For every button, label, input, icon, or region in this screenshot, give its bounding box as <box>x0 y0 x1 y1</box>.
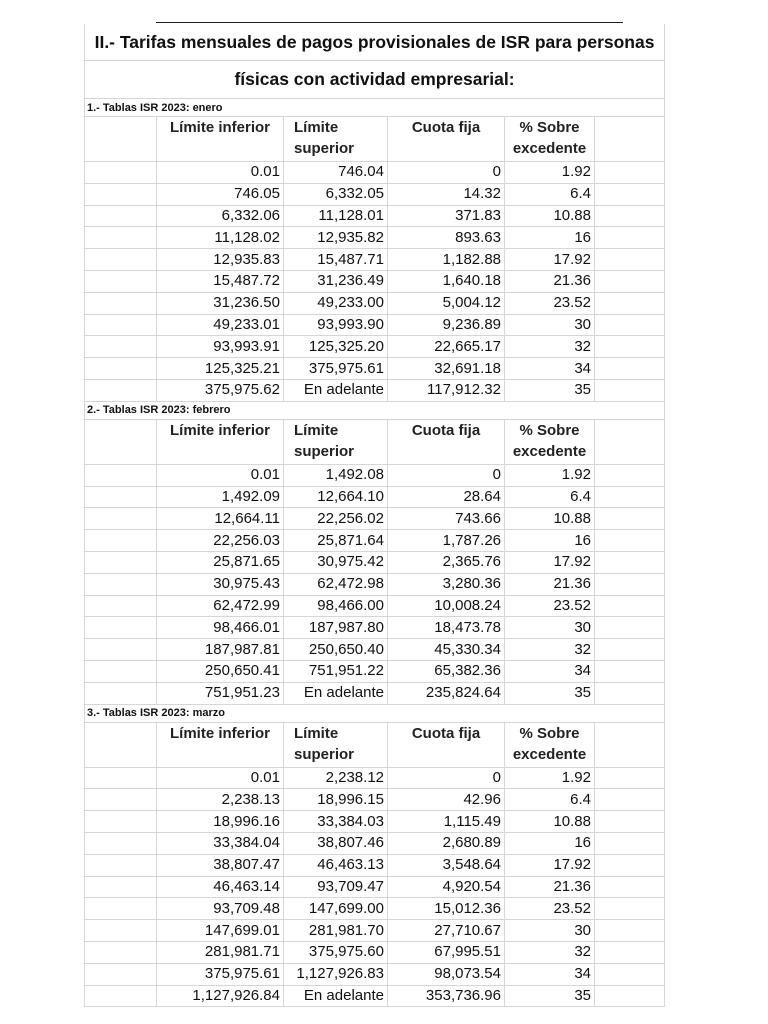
column-header-row <box>85 117 665 162</box>
blank-cell <box>85 811 157 833</box>
blank-cell <box>595 722 665 767</box>
blank-cell <box>595 832 665 854</box>
table-row <box>85 162 665 184</box>
porcentaje-cell: 6.4 <box>505 486 595 508</box>
table-row <box>85 876 665 898</box>
cuota-fija-cell: 3,280.36 <box>388 573 505 595</box>
blank-cell <box>85 682 157 704</box>
limite-superior-cell: En adelante <box>284 985 388 1007</box>
limite-superior-cell: 93,709.47 <box>284 876 388 898</box>
header-limite-superior: Límite superior <box>284 117 388 162</box>
table-row <box>85 898 665 920</box>
limite-inferior-cell: 46,463.14 <box>157 876 284 898</box>
limite-inferior-cell: 187,987.81 <box>157 639 284 661</box>
table-row <box>85 832 665 854</box>
cuota-fija-cell: 10,008.24 <box>388 595 505 617</box>
limite-inferior-cell: 12,664.11 <box>157 508 284 530</box>
blank-cell <box>85 314 157 336</box>
cuota-fija-cell: 67,995.51 <box>388 941 505 963</box>
cuota-fija-cell: 2,365.76 <box>388 551 505 573</box>
table-row <box>85 854 665 876</box>
blank-cell <box>85 876 157 898</box>
porcentaje-cell: 1.92 <box>505 162 595 184</box>
blank-cell <box>595 227 665 249</box>
table-row <box>85 573 665 595</box>
porcentaje-cell: 21.36 <box>505 876 595 898</box>
cuota-fija-cell: 28.64 <box>388 486 505 508</box>
limite-superior-cell: En adelante <box>284 682 388 704</box>
porcentaje-cell: 21.36 <box>505 573 595 595</box>
table-row <box>85 920 665 942</box>
header-limite-superior: Límite superior <box>284 722 388 767</box>
limite-superior-cell: 746.04 <box>284 162 388 184</box>
header-cuota-fija: Cuota fija <box>388 117 505 162</box>
header-cuota-fija: Cuota fija <box>388 419 505 464</box>
cuota-fija-cell: 371.83 <box>388 205 505 227</box>
cuota-fija-cell: 1,787.26 <box>388 530 505 552</box>
limite-superior-cell: 62,472.98 <box>284 573 388 595</box>
blank-cell <box>595 920 665 942</box>
porcentaje-cell: 17.92 <box>505 551 595 573</box>
table-row <box>85 639 665 661</box>
limite-inferior-cell: 0.01 <box>157 162 284 184</box>
table-row <box>85 336 665 358</box>
blank-cell <box>595 464 665 486</box>
porcentaje-cell: 10.88 <box>505 811 595 833</box>
blank-cell <box>85 419 157 464</box>
section-label: 2.- Tablas ISR 2023: febrero <box>85 401 665 419</box>
blank-cell <box>85 162 157 184</box>
porcentaje-cell: 10.88 <box>505 205 595 227</box>
blank-cell <box>85 292 157 314</box>
blank-cell <box>595 292 665 314</box>
cuota-fija-cell: 117,912.32 <box>388 379 505 401</box>
limite-superior-cell: 18,996.15 <box>284 789 388 811</box>
limite-superior-cell: 125,325.20 <box>284 336 388 358</box>
table-row <box>85 811 665 833</box>
header-limite-inferior: Límite inferior <box>157 117 284 162</box>
limite-superior-cell: 31,236.49 <box>284 270 388 292</box>
isr-tariff-table <box>84 24 665 1007</box>
cuota-fija-cell: 0 <box>388 767 505 789</box>
header-limite-superior: Límite superior <box>284 419 388 464</box>
limite-superior-cell: 46,463.13 <box>284 854 388 876</box>
limite-inferior-cell: 93,709.48 <box>157 898 284 920</box>
porcentaje-cell: 34 <box>505 358 595 380</box>
blank-cell <box>595 789 665 811</box>
cuota-fija-cell: 32,691.18 <box>388 358 505 380</box>
blank-cell <box>85 920 157 942</box>
blank-cell <box>595 854 665 876</box>
blank-cell <box>595 682 665 704</box>
limite-inferior-cell: 12,935.83 <box>157 249 284 271</box>
blank-cell <box>595 551 665 573</box>
porcentaje-cell: 21.36 <box>505 270 595 292</box>
blank-cell <box>595 486 665 508</box>
cuota-fija-cell: 18,473.78 <box>388 617 505 639</box>
table-row <box>85 508 665 530</box>
limite-inferior-cell: 49,233.01 <box>157 314 284 336</box>
limite-inferior-cell: 11,128.02 <box>157 227 284 249</box>
section-label: 3.- Tablas ISR 2023: marzo <box>85 704 665 722</box>
header-limite-inferior: Límite inferior <box>157 722 284 767</box>
blank-cell <box>85 898 157 920</box>
porcentaje-cell: 35 <box>505 682 595 704</box>
limite-superior-cell: 1,492.08 <box>284 464 388 486</box>
limite-inferior-cell: 33,384.04 <box>157 832 284 854</box>
limite-superior-cell: 281,981.70 <box>284 920 388 942</box>
limite-inferior-cell: 147,699.01 <box>157 920 284 942</box>
blank-cell <box>85 985 157 1007</box>
blank-cell <box>595 530 665 552</box>
porcentaje-cell: 23.52 <box>505 898 595 920</box>
table-row <box>85 358 665 380</box>
limite-superior-cell: 38,807.46 <box>284 832 388 854</box>
limite-inferior-cell: 6,332.06 <box>157 205 284 227</box>
header-porcentaje: % Sobre excedente <box>505 419 595 464</box>
header-limite-inferior: Límite inferior <box>157 419 284 464</box>
table-row <box>85 682 665 704</box>
title-row-1 <box>85 24 665 61</box>
table-row <box>85 617 665 639</box>
table-row <box>85 292 665 314</box>
porcentaje-cell: 23.52 <box>505 595 595 617</box>
porcentaje-cell: 34 <box>505 660 595 682</box>
section-row <box>85 704 665 722</box>
limite-inferior-cell: 125,325.21 <box>157 358 284 380</box>
table-row <box>85 660 665 682</box>
porcentaje-cell: 32 <box>505 639 595 661</box>
cuota-fija-cell: 27,710.67 <box>388 920 505 942</box>
cuota-fija-cell: 22,665.17 <box>388 336 505 358</box>
limite-superior-cell: 187,987.80 <box>284 617 388 639</box>
limite-inferior-cell: 250,650.41 <box>157 660 284 682</box>
blank-cell <box>595 117 665 162</box>
porcentaje-cell: 1.92 <box>505 767 595 789</box>
blank-cell <box>85 595 157 617</box>
header-porcentaje: % Sobre excedente <box>505 117 595 162</box>
limite-inferior-cell: 25,871.65 <box>157 551 284 573</box>
limite-superior-cell: 12,664.10 <box>284 486 388 508</box>
cuota-fija-cell: 1,640.18 <box>388 270 505 292</box>
header-cuota-fija: Cuota fija <box>388 722 505 767</box>
blank-cell <box>85 183 157 205</box>
blank-cell <box>85 358 157 380</box>
blank-cell <box>85 617 157 639</box>
blank-cell <box>85 227 157 249</box>
title-row-2 <box>85 61 665 99</box>
blank-cell <box>595 270 665 292</box>
cuota-fija-cell: 42.96 <box>388 789 505 811</box>
table-row <box>85 789 665 811</box>
blank-cell <box>85 117 157 162</box>
blank-cell <box>85 963 157 985</box>
page-title-line-1: II.- Tarifas mensuales de pagos provisionales de ISR para personas <box>85 24 665 61</box>
limite-superior-cell: 33,384.03 <box>284 811 388 833</box>
table-row <box>85 205 665 227</box>
blank-cell <box>85 205 157 227</box>
blank-cell <box>85 660 157 682</box>
limite-superior-cell: 98,466.00 <box>284 595 388 617</box>
blank-cell <box>595 963 665 985</box>
blank-cell <box>85 270 157 292</box>
limite-inferior-cell: 22,256.03 <box>157 530 284 552</box>
blank-cell <box>595 639 665 661</box>
cuota-fija-cell: 65,382.36 <box>388 660 505 682</box>
table-row <box>85 486 665 508</box>
cuota-fija-cell: 1,182.88 <box>388 249 505 271</box>
blank-cell <box>595 876 665 898</box>
blank-cell <box>595 767 665 789</box>
limite-inferior-cell: 1,492.09 <box>157 486 284 508</box>
cuota-fija-cell: 98,073.54 <box>388 963 505 985</box>
porcentaje-cell: 10.88 <box>505 508 595 530</box>
porcentaje-cell: 35 <box>505 379 595 401</box>
blank-cell <box>85 832 157 854</box>
blank-cell <box>85 767 157 789</box>
limite-inferior-cell: 375,975.61 <box>157 963 284 985</box>
limite-inferior-cell: 2,238.13 <box>157 789 284 811</box>
limite-inferior-cell: 0.01 <box>157 767 284 789</box>
cuota-fija-cell: 893.63 <box>388 227 505 249</box>
limite-inferior-cell: 38,807.47 <box>157 854 284 876</box>
blank-cell <box>595 336 665 358</box>
table-row <box>85 270 665 292</box>
limite-superior-cell: 25,871.64 <box>284 530 388 552</box>
cuota-fija-cell: 9,236.89 <box>388 314 505 336</box>
limite-inferior-cell: 281,981.71 <box>157 941 284 963</box>
blank-cell <box>595 419 665 464</box>
blank-cell <box>595 985 665 1007</box>
porcentaje-cell: 30 <box>505 920 595 942</box>
table-row <box>85 227 665 249</box>
limite-superior-cell: 12,935.82 <box>284 227 388 249</box>
porcentaje-cell: 17.92 <box>505 249 595 271</box>
blank-cell <box>85 573 157 595</box>
limite-superior-cell: 30,975.42 <box>284 551 388 573</box>
porcentaje-cell: 6.4 <box>505 789 595 811</box>
section-row <box>85 401 665 419</box>
blank-cell <box>595 183 665 205</box>
cuota-fija-cell: 353,736.96 <box>388 985 505 1007</box>
blank-cell <box>595 379 665 401</box>
table-row <box>85 249 665 271</box>
porcentaje-cell: 32 <box>505 941 595 963</box>
limite-inferior-cell: 746.05 <box>157 183 284 205</box>
blank-cell <box>595 898 665 920</box>
limite-superior-cell: 6,332.05 <box>284 183 388 205</box>
blank-cell <box>595 162 665 184</box>
limite-superior-cell: 751,951.22 <box>284 660 388 682</box>
porcentaje-cell: 16 <box>505 530 595 552</box>
limite-inferior-cell: 18,996.16 <box>157 811 284 833</box>
column-header-row <box>85 419 665 464</box>
porcentaje-cell: 16 <box>505 832 595 854</box>
limite-inferior-cell: 375,975.62 <box>157 379 284 401</box>
cuota-fija-cell: 15,012.36 <box>388 898 505 920</box>
blank-cell <box>595 941 665 963</box>
table-row <box>85 985 665 1007</box>
table-row <box>85 183 665 205</box>
blank-cell <box>85 551 157 573</box>
limite-inferior-cell: 15,487.72 <box>157 270 284 292</box>
isr-tariff-sheet <box>84 24 664 1007</box>
blank-cell <box>595 573 665 595</box>
table-row <box>85 595 665 617</box>
limite-superior-cell: 15,487.71 <box>284 249 388 271</box>
blank-cell <box>595 358 665 380</box>
porcentaje-cell: 17.92 <box>505 854 595 876</box>
cuota-fija-cell: 743.66 <box>388 508 505 530</box>
table-row <box>85 314 665 336</box>
limite-superior-cell: 49,233.00 <box>284 292 388 314</box>
porcentaje-cell: 16 <box>505 227 595 249</box>
top-rule <box>156 22 623 23</box>
column-header-row <box>85 722 665 767</box>
porcentaje-cell: 34 <box>505 963 595 985</box>
limite-superior-cell: 375,975.60 <box>284 941 388 963</box>
limite-superior-cell: 93,993.90 <box>284 314 388 336</box>
table-row <box>85 963 665 985</box>
blank-cell <box>85 789 157 811</box>
porcentaje-cell: 30 <box>505 617 595 639</box>
limite-superior-cell: 22,256.02 <box>284 508 388 530</box>
blank-cell <box>595 249 665 271</box>
table-row <box>85 941 665 963</box>
blank-cell <box>85 854 157 876</box>
cuota-fija-cell: 2,680.89 <box>388 832 505 854</box>
limite-inferior-cell: 1,127,926.84 <box>157 985 284 1007</box>
table-row <box>85 530 665 552</box>
blank-cell <box>85 508 157 530</box>
page-title-line-2: físicas con actividad empresarial: <box>85 61 665 99</box>
blank-cell <box>85 530 157 552</box>
blank-cell <box>85 486 157 508</box>
cuota-fija-cell: 235,824.64 <box>388 682 505 704</box>
limite-superior-cell: 250,650.40 <box>284 639 388 661</box>
section-label: 1.- Tablas ISR 2023: enero <box>85 99 665 117</box>
blank-cell <box>595 660 665 682</box>
blank-cell <box>595 617 665 639</box>
cuota-fija-cell: 0 <box>388 162 505 184</box>
table-row <box>85 379 665 401</box>
porcentaje-cell: 6.4 <box>505 183 595 205</box>
limite-inferior-cell: 93,993.91 <box>157 336 284 358</box>
blank-cell <box>85 464 157 486</box>
limite-inferior-cell: 0.01 <box>157 464 284 486</box>
limite-inferior-cell: 30,975.43 <box>157 573 284 595</box>
porcentaje-cell: 32 <box>505 336 595 358</box>
porcentaje-cell: 23.52 <box>505 292 595 314</box>
section-row <box>85 99 665 117</box>
limite-inferior-cell: 98,466.01 <box>157 617 284 639</box>
blank-cell <box>595 314 665 336</box>
blank-cell <box>595 811 665 833</box>
limite-inferior-cell: 31,236.50 <box>157 292 284 314</box>
limite-superior-cell: En adelante <box>284 379 388 401</box>
header-porcentaje: % Sobre excedente <box>505 722 595 767</box>
blank-cell <box>595 595 665 617</box>
limite-superior-cell: 375,975.61 <box>284 358 388 380</box>
table-row <box>85 551 665 573</box>
cuota-fija-cell: 0 <box>388 464 505 486</box>
blank-cell <box>85 639 157 661</box>
cuota-fija-cell: 5,004.12 <box>388 292 505 314</box>
cuota-fija-cell: 45,330.34 <box>388 639 505 661</box>
cuota-fija-cell: 1,115.49 <box>388 811 505 833</box>
blank-cell <box>85 249 157 271</box>
cuota-fija-cell: 4,920.54 <box>388 876 505 898</box>
porcentaje-cell: 35 <box>505 985 595 1007</box>
blank-cell <box>85 722 157 767</box>
limite-superior-cell: 147,699.00 <box>284 898 388 920</box>
cuota-fija-cell: 3,548.64 <box>388 854 505 876</box>
table-row <box>85 464 665 486</box>
blank-cell <box>595 508 665 530</box>
limite-superior-cell: 1,127,926.83 <box>284 963 388 985</box>
cuota-fija-cell: 14.32 <box>388 183 505 205</box>
table-row <box>85 767 665 789</box>
limite-inferior-cell: 751,951.23 <box>157 682 284 704</box>
porcentaje-cell: 1.92 <box>505 464 595 486</box>
blank-cell <box>595 205 665 227</box>
blank-cell <box>85 379 157 401</box>
blank-cell <box>85 941 157 963</box>
limite-superior-cell: 2,238.12 <box>284 767 388 789</box>
limite-inferior-cell: 62,472.99 <box>157 595 284 617</box>
blank-cell <box>85 336 157 358</box>
limite-superior-cell: 11,128.01 <box>284 205 388 227</box>
porcentaje-cell: 30 <box>505 314 595 336</box>
